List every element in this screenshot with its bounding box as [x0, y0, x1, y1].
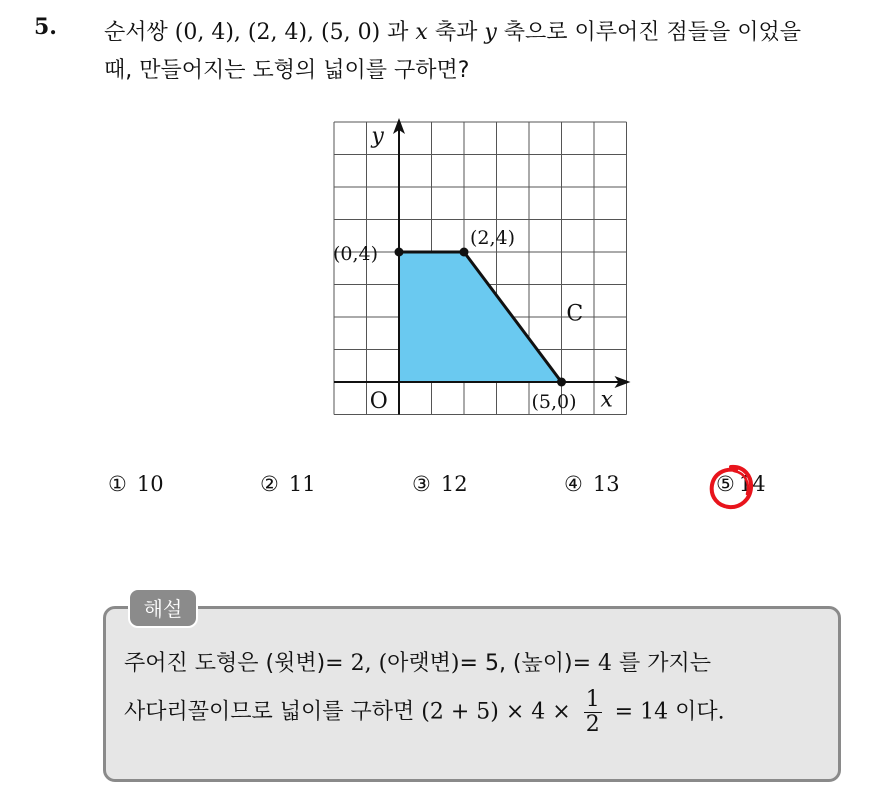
fraction-numerator: 1: [585, 687, 600, 712]
question-line-1: [104, 14, 874, 52]
question-text-part: 축으로 이루어진 점들을 이었을: [496, 20, 802, 45]
choice-5[interactable]: [716, 472, 766, 496]
shape-label-c: C: [566, 301, 584, 327]
point-label: (2,4): [470, 227, 516, 249]
solution-text-part: = 5, (높이): [459, 651, 573, 676]
choice-value: 10: [136, 472, 164, 496]
coordinate-figure: [320, 112, 640, 414]
solution-line-2: [124, 688, 725, 737]
choice-value: 11: [288, 472, 316, 496]
solution-tag: 해설: [128, 588, 198, 628]
choice-1[interactable]: [108, 472, 164, 496]
question-text: [104, 14, 874, 90]
fraction-denominator: 2: [585, 712, 600, 737]
choice-value: 12: [440, 472, 468, 496]
point-label: (5,0): [531, 391, 577, 413]
solution-text-part: = 14 이다.: [607, 699, 725, 725]
choice-mark: ④: [564, 472, 583, 496]
origin-label: O: [369, 389, 388, 414]
point-marker: [557, 378, 566, 387]
choice-mark: ③: [412, 472, 431, 496]
solution-text-part: 주어진 도형은 (윗변): [124, 651, 326, 676]
fraction: [584, 688, 602, 737]
question-text-part: 축과: [427, 20, 485, 45]
point-label: (0,4): [333, 243, 379, 265]
question-points: (0, 4), (2, 4), (5, 0): [174, 20, 381, 45]
solution-expression: (2 + 5) × 4 ×: [421, 699, 578, 725]
choice-value: 14: [738, 472, 766, 496]
y-variable: y: [484, 20, 497, 45]
choice-mark: ⑤: [716, 472, 735, 496]
x-variable: x: [415, 20, 428, 45]
question-text-part: 순서쌍: [104, 20, 175, 45]
x-axis-label: x: [600, 387, 613, 413]
solution-text-part: = 4 를 가지는: [572, 651, 712, 676]
choice-2[interactable]: [260, 472, 316, 496]
choice-4[interactable]: [564, 472, 620, 496]
answer-choices: [0, 472, 884, 506]
choice-mark: ②: [260, 472, 279, 496]
solution-text-part: 사다리꼴이므로 넓이를 구하면: [124, 699, 422, 725]
choice-3[interactable]: [412, 472, 468, 496]
solution-text-part: = 2, (아랫변): [325, 651, 460, 676]
y-axis-label: y: [371, 124, 384, 150]
solution-line-1: [124, 646, 711, 677]
question-line-2: 때, 만들어지는 도형의 넓이를 구하면?: [104, 58, 470, 83]
question-text-part: 과: [380, 20, 416, 45]
choice-value: 13: [592, 472, 620, 496]
question-number: 5.: [34, 14, 57, 40]
choice-mark: ①: [108, 472, 127, 496]
point-marker: [460, 248, 469, 257]
point-marker: [395, 248, 404, 257]
selected-circle-icon: [706, 462, 756, 512]
